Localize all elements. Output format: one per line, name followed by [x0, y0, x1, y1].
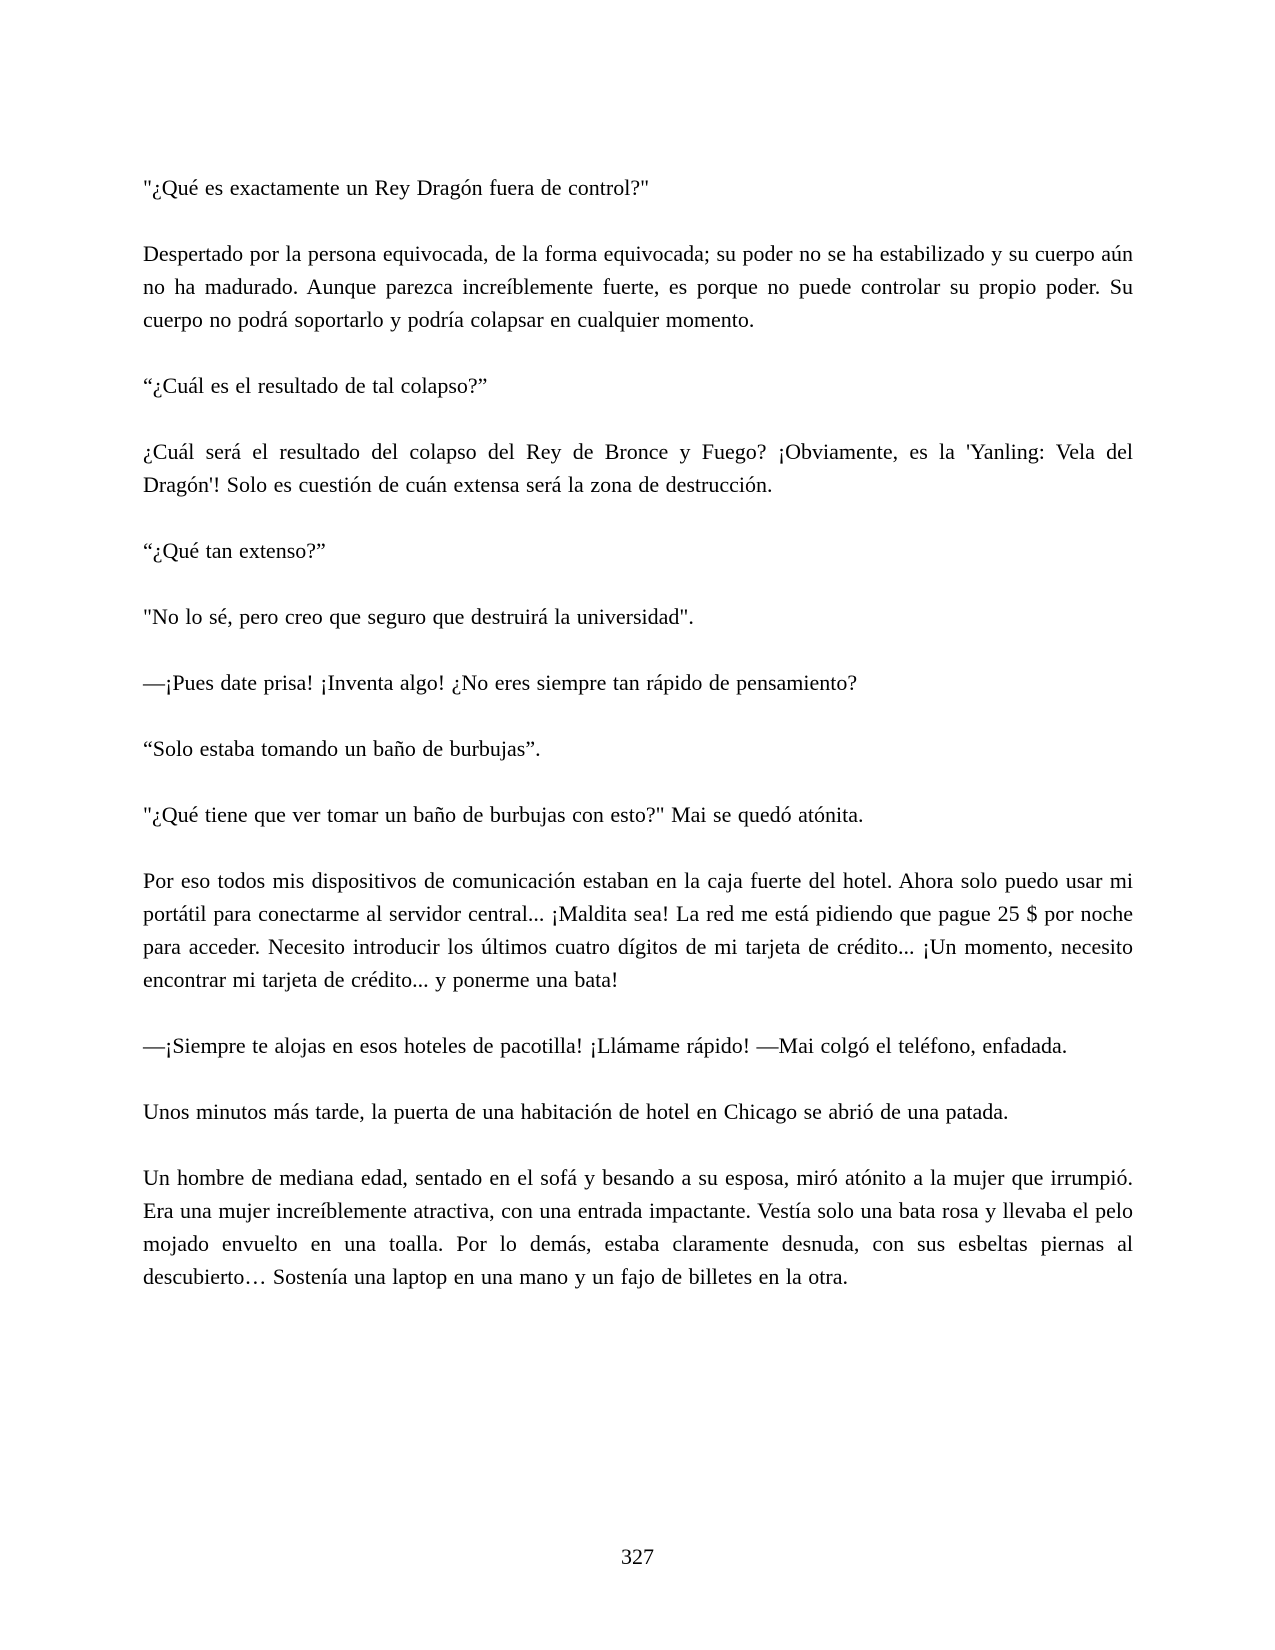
paragraph-narration: Un hombre de mediana edad, sentado en el sofá y besando a su esposa, miró atónito a la mujer que irrumpió. Era una mujer increíblemente atractiva, con una entrada impactante. Vestía solo una bata rosa y llevaba el pelo mojado envuelto en una toalla. Por lo demás, estaba claramente desnuda, con sus esbeltas piernas al descubierto… Sostenía una laptop en una mano y un fajo de billetes en la otra.	[143, 1165, 1133, 1289]
paragraph-narration: Unos minutos más tarde, la puerta de una habitación de hotel en Chicago se abrió de una patada.	[143, 1099, 1009, 1124]
paragraph-dialogue: “Solo estaba tomando un baño de burbujas”.	[143, 736, 541, 761]
paragraph-dialogue: “¿Cuál es el resultado de tal colapso?”	[143, 373, 488, 398]
paragraph-narration: ¿Cuál será el resultado del colapso del Rey de Bronce y Fuego? ¡Obviamente, es la 'Yanling: Vela del Dragón'! Solo es cuestión de cuán extensa será la zona de destrucción.	[143, 439, 1133, 497]
paragraph-dialogue: "¿Qué tiene que ver tomar un baño de burbujas con esto?" Mai se quedó atónita.	[143, 802, 864, 827]
paragraph-dialogue: "¿Qué es exactamente un Rey Dragón fuera de control?"	[143, 175, 650, 200]
document-body	[143, 171, 1133, 1326]
paragraph-dialogue: "No lo sé, pero creo que seguro que destruirá la universidad".	[143, 604, 694, 629]
paragraph-dialogue: —¡Pues date prisa! ¡Inventa algo! ¿No eres siempre tan rápido de pensamiento?	[143, 670, 858, 695]
page-number: 327	[621, 1544, 654, 1569]
paragraph-dialogue: —¡Siempre te alojas en esos hoteles de pacotilla! ¡Llámame rápido! —Mai colgó el teléfono, enfadada.	[143, 1033, 1068, 1058]
paragraph-dialogue: “¿Qué tan extenso?”	[143, 538, 326, 563]
paragraph-narration: Despertado por la persona equivocada, de la forma equivocada; su poder no se ha estabilizado y su cuerpo aún no ha madurado. Aunque parezca increíblemente fuerte, es porque no puede controlar su propio poder. Su cuerpo no podrá soportarlo y podría colapsar en cualquier momento.	[143, 241, 1133, 332]
paragraph-narration: Por eso todos mis dispositivos de comunicación estaban en la caja fuerte del hotel. Ahora solo puedo usar mi portátil para conectarme al servidor central... ¡Maldita sea! La red me está pidiendo que pague 25 $ por noche para acceder. Necesito introducir los últimos cuatro dígitos de mi tarjeta de crédito... ¡Un momento, necesito encontrar mi tarjeta de crédito... y ponerme una bata!	[143, 868, 1133, 992]
